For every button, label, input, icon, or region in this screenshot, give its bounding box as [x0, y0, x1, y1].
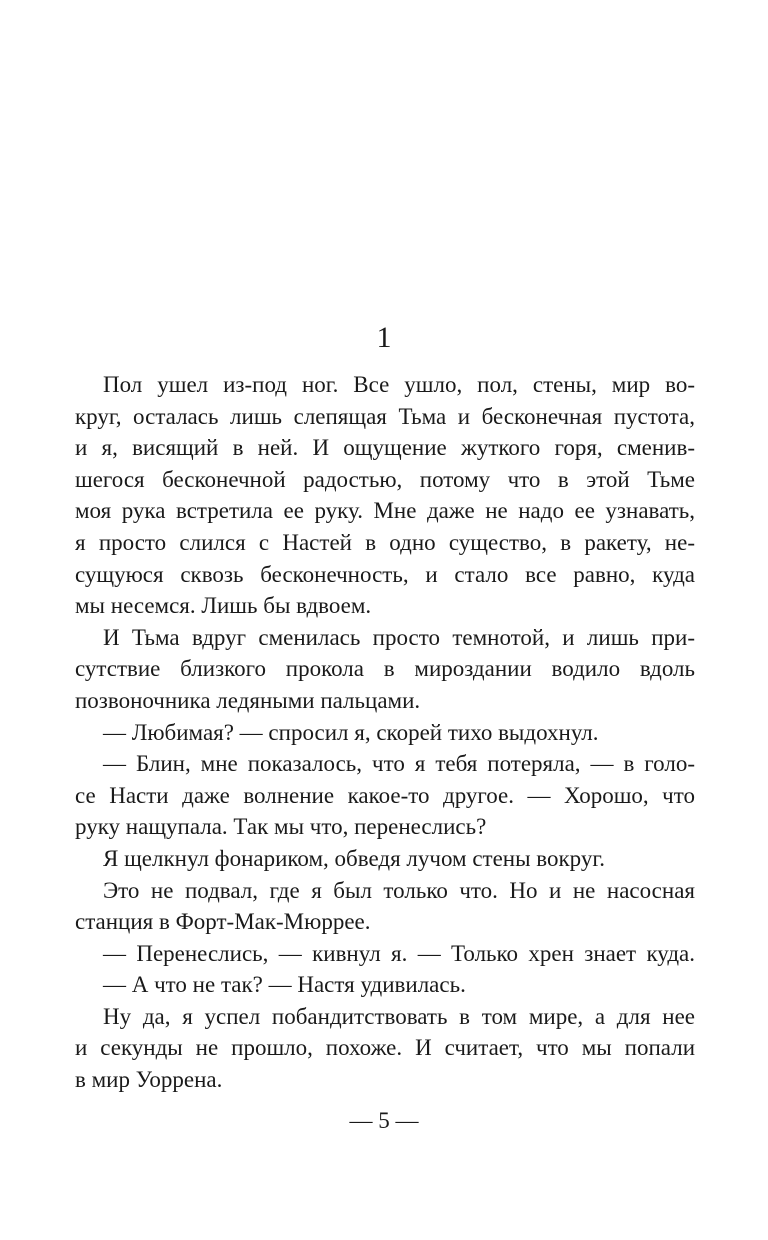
text-line: Пол ушел из-под ног. Все ушло, пол, стены, мир во-	[103, 372, 695, 397]
page-number: — 5 —	[349, 1108, 419, 1133]
text-line: сущуюся сквозь бесконечность, и стало все равно, куда	[75, 561, 695, 587]
text-line: — Любимая? — спросил я, скорей тихо выдохнул.	[103, 719, 599, 745]
text-line: — Перенеслись, — кивнул я. — Только хрен знает куда.	[103, 940, 695, 966]
text-line: позвоночника ледяными пальцами.	[75, 687, 421, 713]
text-line: мы несемся. Лишь бы вдвоем.	[75, 593, 372, 619]
body-text	[75, 369, 695, 1096]
text-line: круг, осталась лишь слепящая Тьма и бесконечная пустота,	[75, 403, 695, 429]
text-line: и я, висящий в ней. И ощущение жуткого горя, сменив-	[75, 435, 695, 461]
text-line: Это не подвал, где я был только что. Но и не насосная	[103, 877, 695, 903]
text-line: моя рука встретила ее руку. Мне даже не надо ее узнавать,	[75, 498, 695, 524]
text-line: руку нащупала. Так мы что, перенеслись?	[75, 814, 487, 840]
text-line: в мир Уоррена.	[75, 1067, 223, 1093]
text-line: — А что не так? — Настя удивилась.	[103, 972, 466, 998]
text-line: Я щелкнул фонариком, обведя лучом стены вокруг.	[103, 845, 605, 871]
chapter-number: 1	[376, 321, 392, 354]
text-line: станция в Форт-Мак-Мюррее.	[75, 909, 371, 935]
text-line: — Блин, мне показалось, что я тебя потеряла, — в голо-	[103, 751, 695, 777]
text-line: се Насти даже волнение какое-то другое. — Хорошо, что	[75, 782, 695, 808]
text-line: Ну да, я успел побандитствовать в том мире, а для нее	[103, 1003, 695, 1029]
text-line: шегося бесконечной радостью, потому что в этой Тьме	[75, 466, 695, 492]
text-line: И Тьма вдруг сменилась просто темнотой, и лишь при-	[103, 624, 695, 650]
text-line: я просто слился с Настей в одно существо, в ракету, не-	[75, 529, 695, 555]
text-line: сутствие близкого прокола в мироздании водило вдоль	[75, 656, 695, 682]
text-line: и секунды не прошло, похоже. И считает, что мы попали	[75, 1035, 695, 1061]
